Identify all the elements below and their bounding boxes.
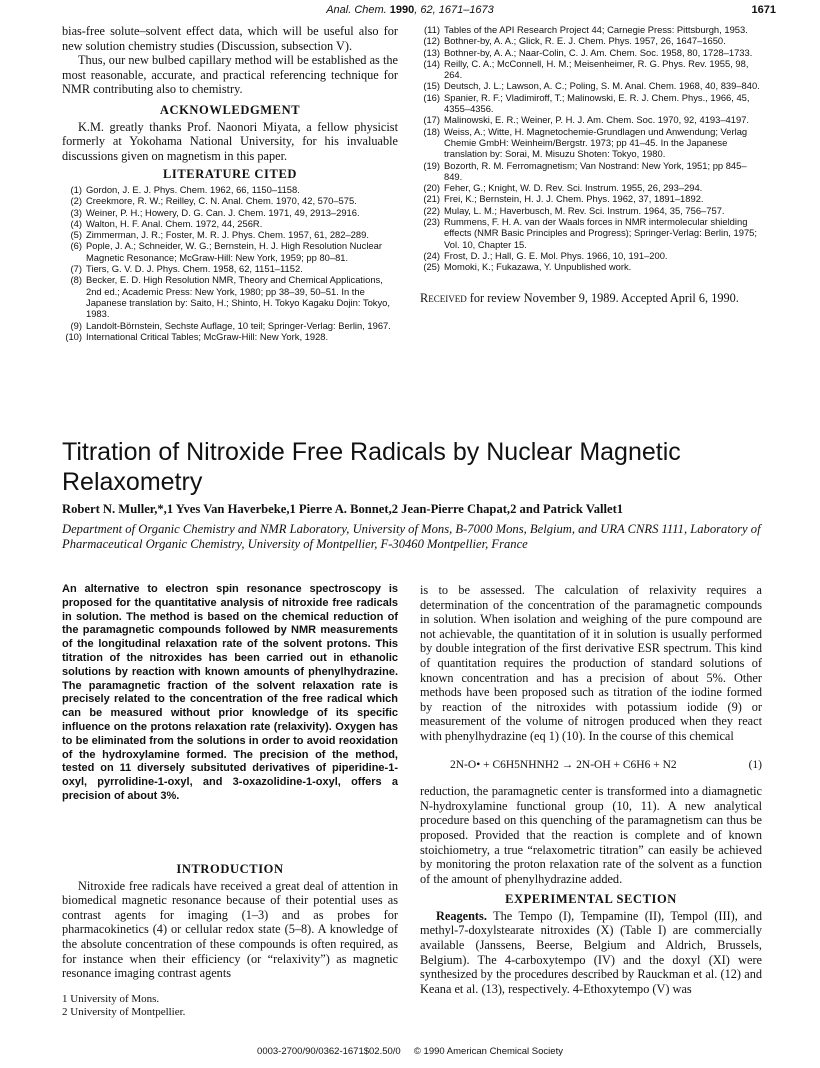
- reference-text: Reilly, C. A.; McConnell, H. M.; Meisenheimer, R. G. Phys. Rev. 1955, 98, 264.: [444, 57, 749, 81]
- experimental-heading: EXPERIMENTAL SECTION: [505, 892, 677, 907]
- reference-number: (21): [423, 193, 440, 205]
- reference-number: (17): [423, 114, 440, 126]
- reference-number: (10): [65, 330, 82, 342]
- reference-item: [420, 126, 762, 160]
- reagents-paragraph: [420, 909, 762, 997]
- reference-number: (13): [423, 46, 440, 58]
- reagents-text: The Tempo (I), Tempamine (II), Tempol (III), and methyl-7-doxylstearate nitroxides (X) (Table I) are commercially available (Janssens, Beerse, Belgium and Aldrich, Brussels, Belgium). The 4-carboxytempo (IV) and the doxyl (XI) were synthesized by the procedures described by Rauckman et al. (12) and Keana et al. (13), respectively. 4-Ethoxytempo (V) was: [420, 908, 762, 996]
- reference-text: Frost, D. J.; Hall, G. E. Mol. Phys. 1966, 10, 191–200.: [444, 249, 668, 261]
- reference-number: (8): [70, 274, 82, 286]
- reference-number: (23): [423, 216, 440, 228]
- reference-number: (16): [423, 91, 440, 103]
- equation-1: [420, 758, 762, 773]
- reference-text: Weiss, A.; Witte, H. Magnetochemie-Grundlagen und Anwendung; Verlag Chemie GmbH: Weinheim/Bergstr. 1973; pp 41–45. In the Japanese translation by: Sorai, M. Misuzu Shoten: Tokyo, 1980.: [444, 125, 748, 160]
- reference-text: Frei, K.; Bernstein, H. J. J. Chem. Phys. 1962, 37, 1891–1892.: [444, 193, 704, 205]
- reference-text: Weiner, P. H.; Howery, D. G. Can. J. Chem. 1971, 49, 2913–2916.: [86, 206, 360, 218]
- abstract: An alternative to electron spin resonance spectroscopy is proposed for the quantitative analysis of nitroxide free radicals in solution. The method is based on the chemical reduction of the paramagnetic compounds followed by NMR measurements of the longitudinal relaxation rate of the solvent protons. This titration of the nitroxides has been carried out in ethanolic solutions by reaction with known amounts of phenylhydrazine. The paramagnetic fraction of the solvent relaxation rate is precisely related to the concentration of the free radical which can be measured without prior knowledge of its specific influence on the protons relaxation rate (relaxivity). Oxygen has to be eliminated from the solutions in order to avoid reoxidation of the hydroxylamine formed. The precision of the method, tested on 11 diversely subsituted derivatives of piperidine-1-oxyl, pyrrolidine-1-oxyl, and 3-oxazolidine-1-oxyl, offers a precision of about 3%.: [62, 583, 398, 802]
- reference-item: [420, 47, 762, 58]
- footer-code: 0003-2700/90/0362-1671$02.50/0: [257, 1046, 401, 1057]
- reference-item: [62, 240, 398, 263]
- reference-number: (2): [70, 195, 82, 207]
- reference-number: (25): [423, 261, 440, 273]
- right-body-column: [420, 583, 762, 996]
- acknowledgment-text: K.M. greatly thanks Prof. Naonori Miyata, a fellow physicist formerly at Yokohama National University, for his invaluable discussions given on magnetism in this paper.: [62, 119, 398, 163]
- reference-text: Rummens, F. H. A. van der Waals forces in NMR intermolecular shielding effects (NMR Basic Principles and Progress); Springer-Verlag: Berlin, 1975; Vol. 10, Chapter 15.: [444, 216, 757, 250]
- reference-item: [420, 80, 762, 91]
- reference-item: [62, 195, 398, 206]
- journal-citation: Anal. Chem. 1990, 62, 1671–1673: [326, 4, 494, 16]
- footnotes: [62, 993, 398, 1019]
- received-note: [420, 291, 762, 306]
- reference-text: Bozorth, R. M. Ferromagnetism; Van Nostrand: New York, 1951; pp 845–849.: [444, 159, 747, 182]
- reference-item: [62, 320, 398, 331]
- reference-item: [420, 216, 762, 250]
- footnote-1: 1 University of Mons.: [62, 992, 160, 1005]
- reference-number: (4): [70, 217, 82, 229]
- reference-number: (9): [70, 319, 82, 331]
- paragraph-prev-1: bias-free solute–solvent effect data, which will be useful also for new solution chemistry studies (Discussion, subsection V).: [62, 24, 398, 53]
- reference-item: [62, 184, 398, 195]
- reference-text: Tiers, G. V. D. J. Phys. Chem. 1958, 62, 1151–1152.: [86, 263, 303, 275]
- reference-number: (20): [423, 182, 440, 194]
- reference-text: Momoki, K.; Fukazawa, Y. Unpublished work.: [444, 261, 632, 273]
- reference-item: [420, 193, 762, 204]
- paragraph-prev-2: Thus, our new bulbed capillary method will be established as the most reasonable, accurate, and practical referencing technique for NMR contributing also to chemistry.: [62, 53, 398, 97]
- reference-number: (14): [423, 57, 440, 69]
- reference-item: [420, 35, 762, 46]
- footnote-2: 2 University of Montpellier.: [62, 1005, 186, 1018]
- reference-text: Becker, E. D. High Resolution NMR, Theory and Chemical Applications, 2nd ed.; Academic Press: New York, 1980; pp 38–39, 50–51. In the Japanese translation by: Saito, H.; Shinto, H. Tokyo Kagaku Dojin: Tokyo, 1983.: [86, 274, 390, 320]
- page-footer: [0, 1046, 820, 1057]
- reference-item: [420, 24, 762, 35]
- reference-text: Mulay, L. M.; Haverbusch, M. Rev. Sci. Instrum. 1964, 35, 756–757.: [444, 204, 725, 216]
- received-label: Received: [420, 290, 467, 305]
- reference-number: (6): [70, 240, 82, 252]
- reference-number: (7): [70, 263, 82, 275]
- reference-number: (11): [424, 24, 440, 35]
- reference-number: (22): [423, 204, 440, 216]
- reference-item: [62, 229, 398, 240]
- left-top-column: [62, 24, 398, 342]
- references-right: [420, 24, 762, 273]
- reference-item: [62, 274, 398, 319]
- reference-text: Bothner-by, A. A.; Naar-Colin, C. J. Am. Chem. Soc. 1958, 80, 1728–1733.: [444, 46, 753, 58]
- footer-copyright: © 1990 American Chemical Society: [413, 1046, 563, 1057]
- reference-text: Gordon, J. E. J. Phys. Chem. 1962, 66, 1150–1158.: [86, 183, 300, 195]
- reference-item: [420, 250, 762, 261]
- right-top-column: [420, 24, 762, 305]
- reference-item: [420, 58, 762, 81]
- acknowledgment-heading: ACKNOWLEDGMENT: [159, 102, 301, 117]
- reference-text: Deutsch, J. L.; Lawson, A. C.; Poling, S. M. Anal. Chem. 1968, 40, 839–840.: [444, 80, 760, 92]
- body-paragraph-2: reduction, the paramagnetic center is transformed into a diamagnetic N-hydroxylamine functional group (10, 11). A new analytical procedure based on this quenching of the paramagnetism can thus be proposed. Provided that the reaction is complete and of known stoichiometry, a true “relaxometric titration” can easily be achieved by monitoring the proton relaxation rate of the solvent as a function of the amount of phenylhydrazine added.: [420, 784, 762, 886]
- received-dates: for review November 9, 1989. Accepted April 6, 1990.: [466, 290, 739, 305]
- reference-item: [420, 182, 762, 193]
- reference-number: (5): [70, 229, 82, 241]
- reference-text: Landolt-Börnstein, Sechste Auflage, 10 teil; Springer-Verlag: Berlin, 1967.: [86, 319, 391, 331]
- reference-number: (18): [423, 125, 440, 137]
- reference-item: [420, 114, 762, 125]
- literature-heading: LITERATURE CITED: [162, 167, 298, 182]
- reference-item: [420, 160, 762, 183]
- reference-item: [62, 331, 398, 342]
- article-authors: Robert N. Muller,*,1 Yves Van Haverbeke,1 Pierre A. Bonnet,2 Jean-Pierre Chapat,2 and Patrick Vallet1: [62, 502, 624, 516]
- reference-text: Walton, H. F. Anal. Chem. 1972, 44, 256R.: [86, 217, 263, 229]
- reference-text: Malinowski, E. R.; Weiner, P. H. J. Am. Chem. Soc. 1970, 92, 4193–4197.: [444, 114, 750, 126]
- article-title: Titration of Nitroxide Free Radicals by Nuclear Magnetic Relaxometry: [62, 438, 681, 496]
- body-paragraph-1: is to be assessed. The calculation of relaxivity requires a determination of the concentration of the paramagnetic compounds in solution. When isolation and weighing of the pure compound are not achievable, the quantitation of it in solution is usually performed by double integration of the first derivative ESR spectrum. This kind of quantitation requires the production of standard solutions of known concentration and has a precision of about 5%. Other methods have been proposed such as titration of the iodine formed by reaction of the nitroxides with potassium iodide (9) or measurement of the volume of nitrogen produced when they react with phenylhydrazine (eq 1) (10). In the course of this chemical: [420, 583, 762, 743]
- reference-text: Tables of the API Research Project 44; Carnegie Press: Pittsburgh, 1953.: [444, 24, 748, 35]
- reference-number: (15): [423, 80, 440, 92]
- reference-number: (24): [423, 249, 440, 261]
- reagents-label: Reagents.: [436, 908, 487, 923]
- journal-pages: , 62, 1671–1673: [414, 4, 494, 16]
- reference-text: International Critical Tables; McGraw-Hill: New York, 1928.: [86, 330, 329, 342]
- reference-item: [62, 207, 398, 218]
- page-number: 1671: [751, 4, 776, 16]
- reference-item: [420, 261, 762, 272]
- reference-text: Spanier, R. F.; Vladimiroff, T.; Malinowski, E. R. J. Chem. Phys., 1966, 45, 4355–4356.: [444, 91, 750, 115]
- equation-number: (1): [748, 758, 762, 771]
- reference-number: (1): [70, 183, 82, 195]
- reference-number: (3): [70, 206, 82, 218]
- equation-text: 2N-O• + C6H5NHNH2 → 2N-OH + C6H6 + N2: [450, 758, 677, 771]
- reference-item: [62, 263, 398, 274]
- journal-year: 1990: [389, 4, 415, 16]
- reference-text: Bothner-by, A. A.; Glick, R. E. J. Chem. Phys. 1957, 26, 1647–1650.: [444, 35, 726, 47]
- introduction-heading: INTRODUCTION: [176, 862, 284, 876]
- reference-text: Pople, J. A.; Schneider, W. G.; Bernstein, H. J. High Resolution Nuclear Magnetic Resonance; McGraw-Hill: New York, 1959; pp 80–81.: [86, 240, 382, 263]
- references-left: [62, 184, 398, 342]
- reference-text: Creekmore, R. W.; Reilley, C. N. Anal. Chem. 1970, 42, 570–575.: [86, 195, 357, 207]
- introduction-text: Nitroxide free radicals have received a great deal of attention in biomedical magnetic resonance because of their potential uses as contrast agents for imaging (1–3) and as probes for pharmacokinetics (4) or cellular redox state (5–8). A knowledge of the absolute concentration of these compounds is often required, as for instance when their efficiency (or “relaxivity”) as magnetic resonance imaging contrast agents: [62, 878, 398, 981]
- article-affiliation: Department of Organic Chemistry and NMR Laboratory, University of Mons, B-7000 Mons, Belgium, and URA CNRS 1111, Laboratory of Pharmaceutical Organic Chemistry, University of Montpellier, F-30460 Montpellier, France: [62, 522, 761, 551]
- running-header: [0, 4, 820, 20]
- reference-item: [420, 92, 762, 115]
- reference-number: (19): [423, 159, 440, 171]
- reference-number: (12): [423, 35, 440, 47]
- reference-text: Zimmerman, J. R.; Foster, M. R. J. Phys. Chem. 1957, 61, 282–289.: [86, 229, 369, 241]
- introduction-section: [62, 856, 398, 1019]
- reference-item: [420, 205, 762, 216]
- reference-text: Feher, G.; Knight, W. D. Rev. Sci. Instrum. 1955, 26, 293–294.: [444, 182, 703, 194]
- reference-item: [62, 218, 398, 229]
